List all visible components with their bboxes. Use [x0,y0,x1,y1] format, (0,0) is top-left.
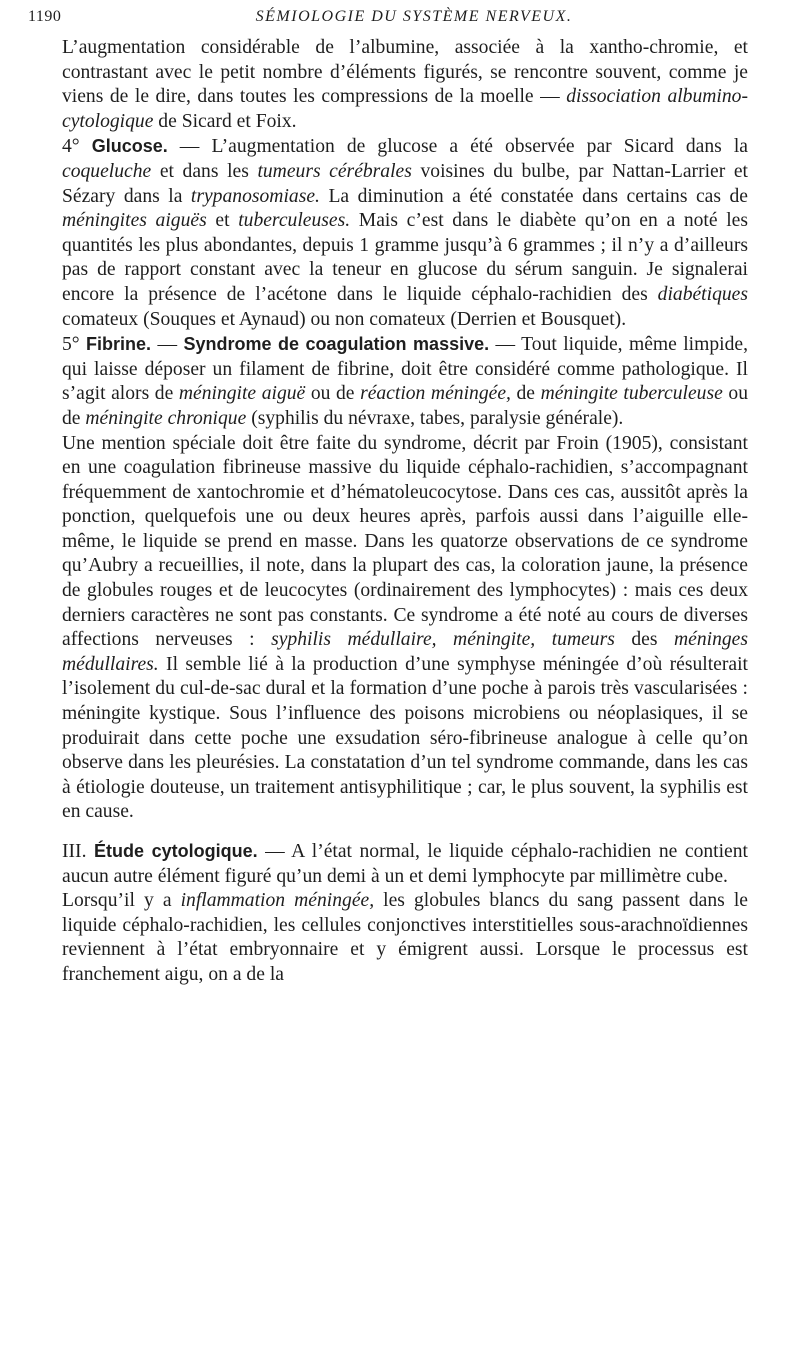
italic-term: méningites aiguës [62,210,207,232]
text-run: 5° [62,334,87,356]
paragraph [62,889,748,987]
running-title: SÉMIOLOGIE DU SYSTÈME NERVEUX. [255,8,573,25]
paragraph [62,36,748,134]
italic-term: méningite aiguë [178,383,306,405]
italic-term: tumeurs cérébrales [257,160,412,182]
text-run: les globules blancs du sang passent dans le liquide céphalo-rachidien, les cellules conjonctives interstitielles sous-arachnoïdiennes reviennent à l’état embryonnaire et y émigrent aussi. Lorsque le processus est franchement aigu, on a de la [62,890,748,985]
italic-term: réaction méningée, [360,383,511,405]
section-heading: Étude cytologique. [94,841,258,861]
text-run: ou de [62,383,748,429]
page-header [28,8,760,30]
text-run: voisines du bulbe, par Nattan-Larrier et Sézary dans la [62,160,748,207]
text-run: comateux (Souques et Aynaud) ou non comateux (Derrien et Bousquet). [62,308,627,330]
italic-term: coqueluche [62,160,152,182]
text-run: La diminution a été constatée dans certains cas de [319,185,749,207]
text-run: Une mention spéciale doit être faite du syndrome, décrit par Froin (1905), consistant en une coagulation fibrineuse massive du liquide céphalo-rachidien, s’accompagnant fréquemment de xantochromie et d’hématoleucocytose. Dans ces cas, aussitôt après la ponction, quelquefois une ou deux heures après, parfois aussi dans l’aiguille elle-même, le liquide se prend en masse. Dans les quatorze observations de ce syndrome qu’Aubry a recueillies, il note, dans la plupart des cas, la coloration jaune, la présence de globules rouges et de leucocytes (ordinairement des lymphocytes) : mais ces deux derniers caractères ne sont pas constants. Ce syndrome a été noté au cours de diverses affections nerveuses : [62,432,748,651]
text-run: et [206,210,239,232]
section-heading: Fibrine. [86,334,152,355]
italic-term: méningite chronique [85,407,247,429]
text-run: (syphilis du névraxe, tabes, paralysie générale). [246,407,624,429]
page-number: 1190 [28,8,62,25]
text-run: et dans les [151,160,258,182]
text-run: 4° [62,136,92,158]
paragraph [62,332,748,431]
text-run: Lorsqu’il y a [62,890,181,912]
italic-term: diabétiques [657,283,748,305]
italic-term: dissociation albumino-cytologique [62,86,748,132]
paragraph [62,432,748,826]
italic-term: inflammation méningée, [180,890,375,912]
text-run: — Tout liquide, même limpide, qui laisse déposer un filament de fibrine, doit être considéré comme pathologique. Il s’agit alors de [62,334,749,405]
italic-term: trypanosomiase. [190,185,320,207]
paragraph [62,134,748,332]
text-run: L’augmentation considérable de l’albumine, associée à la xantho-chromie, et contrastant avec le petit nombre d’éléments figurés, se rencontre souvent, comme je viens de le dire, dans toutes les compressions de la moelle — [62,37,748,108]
text-run: — [151,334,184,356]
text-run: ou de [305,383,361,405]
body-text [62,36,748,988]
text-run: Il semble lié à la production d’une symphyse méningée d’où résulterait l’isolement du cul-de-sac dural et la formation d’une poche à parois très vascularisées : méningite kystique. Sous l’influence des poisons microbiens ou néoplasiques, il se produirait dans cette poche une exsudation séro-fibrineuse analogue à celle qu’on observe dans les pleurésies. La constatation d’un tel syndrome commande, dans les cas à étiologie douteuse, un traitement antisyphilitique ; car, le plus souvent, la syphilis est en cause. [62,653,748,823]
section-heading: Glucose. [91,136,168,157]
text-run: — L’augmentation de glucose a été observée par Sicard dans la [167,136,748,158]
paragraph [62,839,748,889]
italic-term: tuberculeuses. [238,210,351,232]
text-run: — A l’état normal, le liquide céphalo-rachidien ne contient aucun autre élément figuré qu’un demi à un et demi lymphocyte par millimètre cube. [62,841,748,887]
text-run: de Sicard et Foix. [153,110,297,132]
text-run: de [510,383,541,405]
section-heading: Syndrome de coagulation massive. [183,334,490,355]
italic-term: méninges médullaires. [62,629,748,675]
italic-term: méningite tuberculeuse [540,383,723,405]
text-run: Mais c’est dans le diabète qu’on en a noté les quantités les plus abondantes, depuis 1 gramme jusqu’à 6 grammes ; il n’y a d’ailleurs pas de rapport constant avec la teneur en glucose du sérum sanguin. Je signalerai encore la présence de l’acétone dans le liquide céphalo-rachidien des [62,210,748,305]
text-run: III. [62,841,94,862]
text-run: des [614,629,674,651]
italic-term: syphilis médullaire, méningite, tumeurs [271,629,615,651]
